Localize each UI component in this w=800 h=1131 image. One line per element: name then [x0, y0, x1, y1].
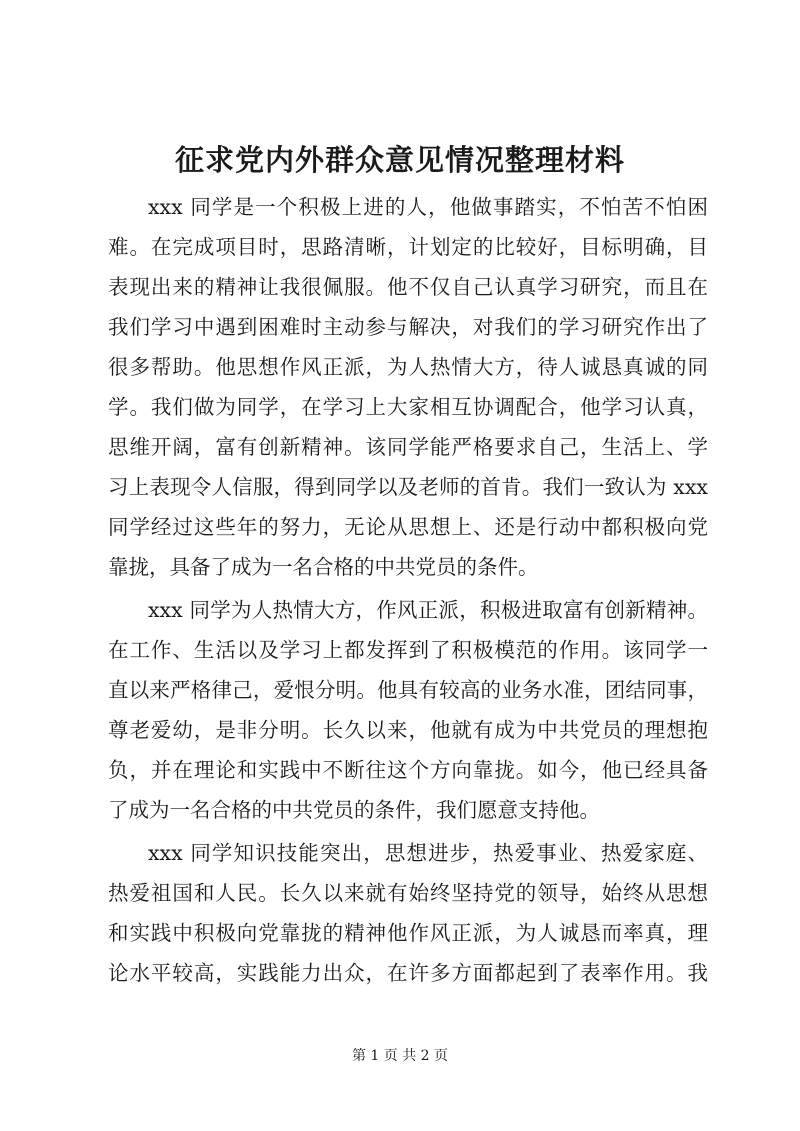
paragraph-2-line-6: 了成为一名合格的中共党员的条件，我们愿意支持他。 — [108, 798, 600, 822]
paragraph-1-line-9: 同学经过这些年的努力，无论从思想上、还是行动中都积极向党 — [108, 515, 708, 539]
paragraph-3-line-1: xxx 同学知识技能突出，思想进步，热爱事业、热爱家庭、 — [148, 841, 708, 865]
page-title: 征求党内外群众意见情况整理材料 — [174, 143, 625, 177]
paragraph-1-line-10: 靠拢，具备了成为一名合格的中共党员的条件。 — [108, 555, 539, 579]
paragraph-2-line-2: 在工作、生活以及学习上都发挥到了积极模范的作用。该同学一 — [108, 638, 708, 662]
paragraph-1-line-3: 表现出来的精神让我很佩服。他不仅自己认真学习研究，而且在 — [108, 275, 708, 299]
paragraph-1-line-6: 学。我们做为同学，在学习上大家相互协调配合，他学习认真， — [108, 395, 708, 419]
paragraph-3-line-2: 热爱祖国和人民。长久以来就有始终坚持党的领导，始终从思想 — [108, 881, 708, 905]
paragraph-1-line-1: xxx 同学是一个积极上进的人，他做事踏实，不怕苦不怕困 — [148, 195, 708, 219]
paragraph-1-line-8: 习上表现令人信服，得到同学以及老师的首肯。我们一致认为 xxx — [108, 475, 708, 499]
paragraph-1-line-4: 我们学习中遇到困难时主动参与解决，对我们的学习研究作出了 — [108, 315, 708, 339]
paragraph-1-line-5: 很多帮助。他思想作风正派，为人热情大方，待人诚恳真诚的同 — [108, 355, 708, 379]
paragraph-3-line-4: 论水平较高，实践能力出众，在许多方面都起到了表率作用。我 — [108, 961, 708, 985]
paragraph-2-line-3: 直以来严格律己，爱恨分明。他具有较高的业务水准，团结同事， — [108, 678, 708, 702]
paragraph-1-line-2: 难。在完成项目时，思路清晰，计划定的比较好，目标明确，目 — [108, 235, 708, 259]
paragraph-2-line-4: 尊老爱幼，是非分明。长久以来，他就有成为中共党员的理想抱 — [108, 718, 708, 742]
page-footer: 第 1 页 共 2 页 — [351, 1048, 449, 1064]
paragraph-1-line-7: 思维开阔，富有创新精神。该同学能严格要求自己，生活上、学 — [108, 435, 708, 459]
paragraph-2-line-5: 负，并在理论和实践中不断往这个方向靠拢。如今，他已经具备 — [108, 758, 708, 782]
paragraph-2-line-1: xxx 同学为人热情大方，作风正派，积极进取富有创新精神。 — [148, 598, 708, 622]
paragraph-3-line-3: 和实践中积极向党靠拢的精神他作风正派，为人诚恳而率真，理 — [108, 921, 708, 945]
